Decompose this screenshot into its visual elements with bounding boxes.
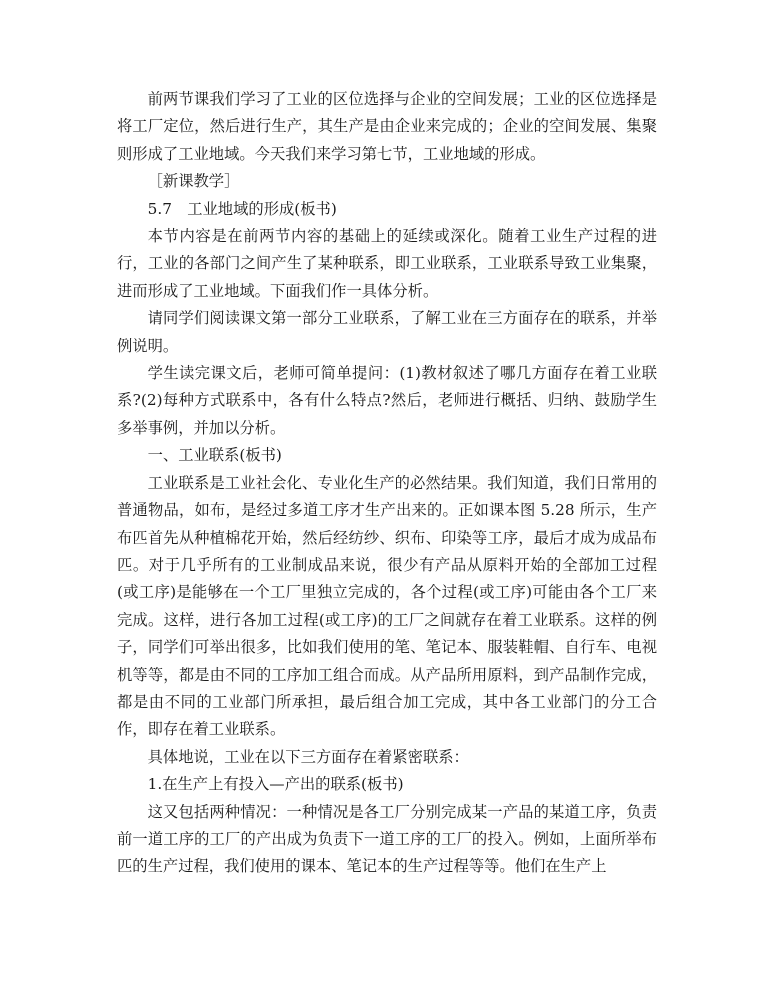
paragraph-reading-task: 请同学们阅读课文第一部分工业联系，了解工业在三方面存在的联系，并举例说明。 [117, 309, 657, 355]
paragraph-industrial-links: 工业联系是工业社会化、专业化生产的必然结果。我们知道，我们日常用的普通物品，如布，是经过多道工序才生产出来的。正如课本图 5.28 所示，生产布匹首先从种植棉花开始，然后经纺纱、织布、印染等工序，最后才成为成品布匹。对于几乎所有的工业制成品来说，很少有产品从原料开始的全部加工过程(或工序)是能够在一个工厂里独立完成的，各个过程(或工序)可能由各个工厂来完成。这样，进行各加工过程(或工序)的工厂之间就存在着工业联系。这样的例子，同学们可举出很多，比如我们使用的笔、笔记本、服装鞋帽、自行车、电视机等等，都是由不同的工序加工组合而成。从产品所用原料，到产品制作完成，都是由不同的工业部门所承担，最后组合加工完成，其中各工业部门的分工合作，即存在着工业联系。 [117, 473, 657, 739]
paragraph-questions: 学生读完课文后，老师可简单提问：(1)教材叙述了哪几方面存在着工业联系?(2)每种方式联系中，各有什么特点?然后，老师进行概括、归纳、鼓励学生多举事例，并加以分析。 [117, 364, 657, 437]
section-title-5-7: 5.7 工业地域的形成(板书) [147, 199, 337, 218]
section-marker-new-lesson: ［新课教学］ [147, 172, 240, 191]
subsection-input-output: 1.在生产上有投入—产出的联系(板书) [147, 775, 404, 794]
paragraph-intro: 前两节课我们学习了工业的区位选择与企业的空间发展；工业的区位选择是将工厂定位，然后进行生产，其生产是由企业来完成的；企业的空间发展、集聚则形成了工业地域。今天我们来学习第七节，工业地域的形成。 [117, 90, 657, 163]
document-body [117, 86, 657, 881]
section-title-industrial-links: 一、工业联系(板书) [147, 446, 282, 465]
paragraph-three-aspects: 具体地说，工业在以下三方面存在着紧密联系： [147, 747, 469, 766]
paragraph-input-output: 这又包括两种情况：一种情况是各工厂分别完成某一产品的某道工序，负责前一道工序的工厂的产出成为负责下一道工序的工厂的投入。例如，上面所举布匹的生产过程，我们使用的课本、笔记本的生产过程等等。他们在生产上 [117, 802, 657, 876]
paragraph-overview: 本节内容是在前两节内容的基础上的延续或深化。随着工业生产过程的进行，工业的各部门之间产生了某种联系，即工业联系，工业联系导致工业集聚，进而形成了工业地域。下面我们作一具体分析。 [117, 227, 657, 300]
